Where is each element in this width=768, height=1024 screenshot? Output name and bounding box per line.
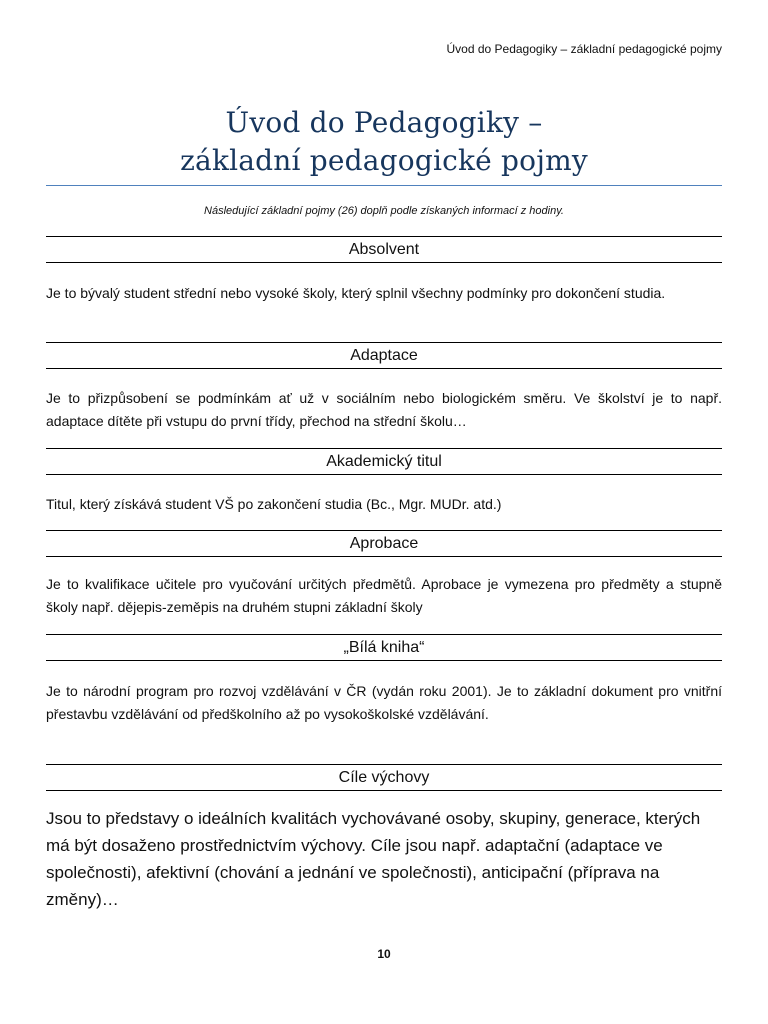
- title-line-2: základní pedagogické pojmy: [180, 144, 588, 177]
- term-definition-absolvent: Je to bývalý student střední nebo vysoké školy, který splnil všechny podmínky pro dokončení studia.: [46, 285, 666, 301]
- term-heading-adaptace: Adaptace: [46, 342, 722, 369]
- term-heading-akademicky-titul: Akademický titul: [46, 448, 722, 475]
- term-heading-bila-kniha: „Bílá kniha“: [46, 634, 722, 661]
- term-heading-cile-vychovy: Cíle výchovy: [46, 764, 722, 791]
- term-heading-absolvent: Absolvent: [46, 236, 722, 263]
- running-header: Úvod do Pedagogiky – základní pedagogické pojmy: [446, 42, 722, 56]
- term-definition-adaptace: Je to přizpůsobení se podmínkám ať už v sociálním nebo biologickém směru. Ve školství je to např. adaptace dítěte při vstupu do první třídy, přechod na střední školu…: [46, 390, 722, 429]
- term-heading-aprobace: Aprobace: [46, 530, 722, 557]
- title-line-1: Úvod do Pedagogiky –: [225, 106, 543, 139]
- term-definition-cile-vychovy: Jsou to představy o ideálních kvalitách vychovávané osoby, skupiny, generace, kterých má být dosaženo prostřednictvím výchovy. Cíle jsou např. adaptační (adaptace ve společnosti), afektivní (chování a jednání ve společnosti), anticipační (příprava na změny)…: [46, 809, 701, 909]
- title-divider: [46, 185, 722, 186]
- page-title: [46, 104, 722, 180]
- term-definition-bila-kniha: Je to národní program pro rozvoj vzdělávání v ČR (vydán roku 2001). Je to základní dokument pro vnitřní přestavbu vzdělávání od předškolního až po vysokoškolské vzdělávání.: [46, 683, 722, 722]
- term-definition-akademicky-titul: Titul, který získává student VŠ po zakončení studia (Bc., Mgr. MUDr. atd.): [46, 496, 502, 512]
- instruction-text: Následující základní pojmy (26) doplň podle získaných informací z hodiny.: [204, 205, 564, 217]
- term-definition-aprobace: Je to kvalifikace učitele pro vyučování určitých předmětů. Aprobace je vymezena pro předměty a stupně školy např. dějepis-zeměpis na druhém stupni základní školy: [46, 576, 722, 615]
- page-number: 10: [377, 947, 391, 961]
